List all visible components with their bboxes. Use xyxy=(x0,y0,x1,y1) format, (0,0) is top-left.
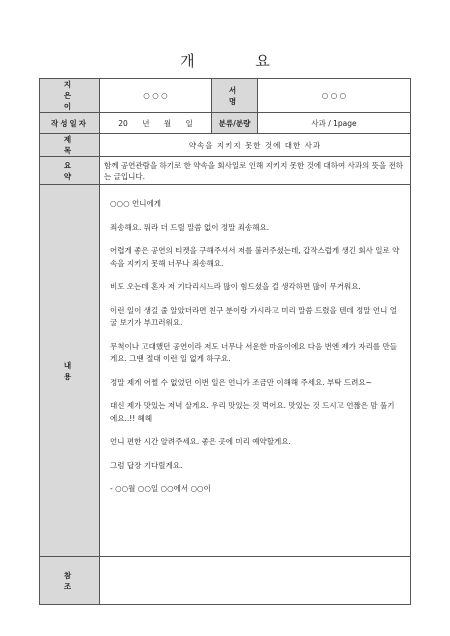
date-value: 20 년 월 일 xyxy=(100,113,212,134)
content-paragraph: 언니 편한 시간 알려주세요. 좋은 곳에 미리 예약할게요. xyxy=(110,437,291,446)
content-row xyxy=(40,185,411,557)
author-row xyxy=(40,79,411,113)
date-label: 작성일자 xyxy=(40,113,100,134)
signature-value: ○ ○ ○ xyxy=(258,79,411,113)
date-row xyxy=(40,113,411,134)
signature-label: 서 명 xyxy=(212,79,258,113)
content-body xyxy=(100,185,410,496)
content-paragraph: 어렵게 좋은 공연의 티켓을 구해주셔서 저를 불러주셨는데, 갑작스럽게 생긴 회사 일로 약속을 지키지 못해 너무나 죄송해요. xyxy=(110,246,400,268)
reference-value xyxy=(100,557,411,605)
content-paragraph: 비도 오는데 혼자 저 기다리시느라 많이 힘드셨을 걸 생각하면 많이 무거워요. xyxy=(110,282,361,291)
content-paragraph: 무척이나 고대했던 공연이라 저도 너무나 서운한 마음이에요 다음 번엔 제가 자리를 만들게요. 그땐 절대 이런 일 없게 하구요. xyxy=(110,341,398,363)
content-paragraph: 이런 일이 생길 줄 알았더라면 친구 분이랑 가시라고 미리 말씀 드렸을 텐데 정말 언니 얼굴 보기가 부끄러워요. xyxy=(110,305,397,327)
subject-label: 제 목 xyxy=(40,134,100,157)
content-paragraph: 정말 제게 어쩔 수 없었던 이번 일은 언니가 조금만 이해해 주세요. 부탁 드려요~ xyxy=(110,377,372,387)
author-value: ○ ○ ○ xyxy=(100,79,212,113)
summary-row xyxy=(40,157,411,185)
subject-row xyxy=(40,134,411,157)
page-title: 개 요 xyxy=(180,52,298,70)
reference-row xyxy=(40,557,411,605)
content-label: 내 용 xyxy=(40,185,100,557)
content-paragraph: - ○○월 ○○일 ○○에서 ○○이 xyxy=(110,484,211,493)
document-form xyxy=(39,78,411,605)
content-paragraph: ○○○ 언니에게 xyxy=(110,199,161,208)
content-paragraph: 대신 제가 맛있는 저녁 살게요. 우리 맛있는 것 먹어요. 맛있는 것 드시고 언짢은 맘 풀기에요..!! 헤헤 xyxy=(110,401,395,423)
category-value: 사과 / 1page xyxy=(258,113,411,134)
category-label: 분류/분량 xyxy=(212,113,258,134)
summary-value: 함께 공연관람을 하기로 한 약속을 회사일로 인해 지키지 못한 것에 대하여 사과의 뜻을 전하는 글입니다. xyxy=(100,157,411,185)
content-paragraph: 죄송해요. 뭐라 더 드릴 말씀 없이 정말 죄송해요. xyxy=(110,222,270,232)
content-cell xyxy=(100,185,411,557)
subject-value: 약속을 지키지 못한 것에 대한 사과 xyxy=(100,134,411,157)
author-label: 지 은 이 xyxy=(40,79,100,113)
reference-label: 참 조 xyxy=(40,557,100,605)
content-paragraph: 그럼 답장 기다릴게요. xyxy=(110,460,183,470)
summary-label: 요 약 xyxy=(40,157,100,185)
